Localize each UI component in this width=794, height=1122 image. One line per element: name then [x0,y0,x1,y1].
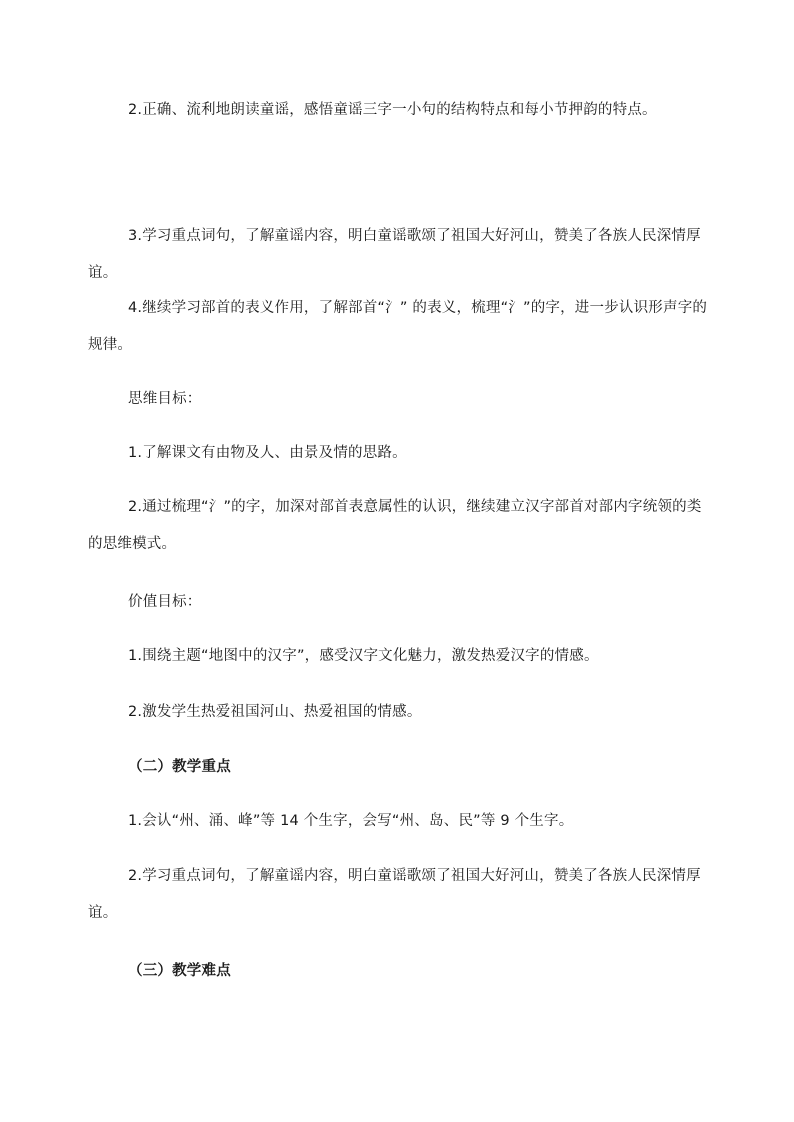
thinking-goal-2: 2.通过梳理“氵”的字，加深对部首表意属性的认识，继续建立汉字部首对部内字统领的类的思维模式。 [88,499,702,552]
thinking-goal-1: 1.了解课文有由物及人、由景及情的思路。 [128,445,407,461]
objective-reading-fluency: 2.正确、流利地朗读童谣，感悟童谣三字一小句的结构特点和每小节押韵的特点。 [128,102,657,118]
thinking-goals-heading: 思维目标： [128,391,202,407]
section-heading-difficulties: （三）教学难点 [128,963,231,979]
value-goals-heading: 价值目标： [128,594,202,610]
section-heading-key-points: （二）教学重点 [128,759,231,775]
objective-key-sentences: 3.学习重点词句，了解童谣内容，明白童谣歌颂了祖国大好河山，赞美了各族人民深情厚谊。 [88,228,701,281]
key-point-2: 2.学习重点词句，了解童谣内容，明白童谣歌颂了祖国大好河山，赞美了各族人民深情厚谊。 [88,868,701,921]
value-goal-1: 1.围绕主题“地图中的汉字”，感受汉字文化魅力，激发热爱汉字的情感。 [128,648,599,664]
key-point-1: 1.会认“州、涌、峰”等 14 个生字，会写“州、岛、民”等 9 个生字。 [128,813,574,829]
objective-radical-meaning: 4.继续学习部首的表义作用，了解部首“氵” 的表义，梳理“氵”的字，进一步认识形声字的规律。 [88,300,708,353]
value-goal-2: 2.激发学生热爱祖国河山、热爱祖国的情感。 [128,704,422,720]
